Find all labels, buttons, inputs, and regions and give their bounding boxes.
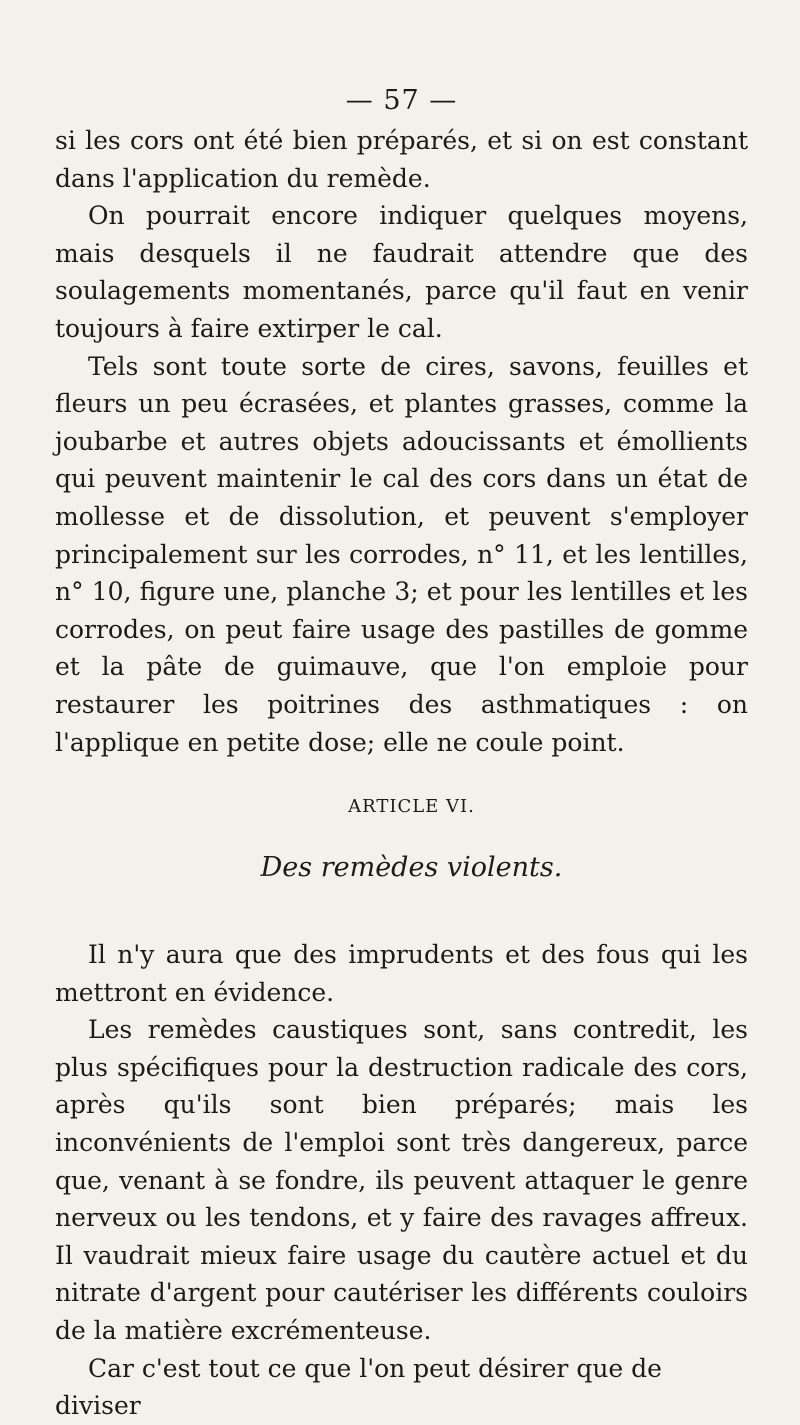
paragraph: Car c'est tout ce que l'on peut désirer que de diviser	[55, 1353, 662, 1421]
text-block-before	[55, 122, 748, 761]
page-number: — 57 —	[345, 85, 458, 116]
paragraph: Il n'y aura que des imprudents et des fous qui les mettront en évidence.	[55, 940, 748, 1007]
text-block-after	[55, 936, 748, 1425]
paragraph: si les cors ont été bien préparés, et si on est constant dans l'application du remède.	[55, 126, 748, 193]
article-heading: ARTICLE VI.	[348, 796, 475, 818]
paragraph: Tels sont toute sorte de cires, savons, feuilles et fleurs un peu écrasées, et plantes grasses, comme la joubarbe et autres objets adoucissants et émollients qui peuvent maintenir le cal des cors dans un état de mollesse et de dissolution, et peuvent s'employer principalement sur les corrodes, n° 11, et les lentilles, n° 10, figure une, planche 3; et pour les lentilles et les corrodes, on peut faire usage des pastilles de gomme et la pâte de guimauve, que l'on emploie pour restaurer les poitrines des asthmatiques : on l'applique en petite dose; elle ne coule point.	[55, 351, 748, 757]
paragraph: On pourrait encore indiquer quelques moyens, mais desquels il ne faudrait attendre que des soulagements momentanés, parce qu'il faut en venir toujours à faire extirper le cal.	[55, 201, 748, 343]
section-title: Des remèdes violents.	[260, 852, 563, 884]
paragraph: Les remèdes caustiques sont, sans contredit, les plus spécifiques pour la destruction radicale des cors, après qu'ils sont bien préparés; mais les inconvénients de l'emploi sont très dangereux, parce que, venant à se fondre, ils peuvent attaquer le genre nerveux ou les tendons, et y faire des ravages affreux. Il vaudrait mieux faire usage du cautère actuel et du nitrate d'argent pour cautériser les différents couloirs de la matière excrémenteuse.	[55, 1015, 748, 1346]
